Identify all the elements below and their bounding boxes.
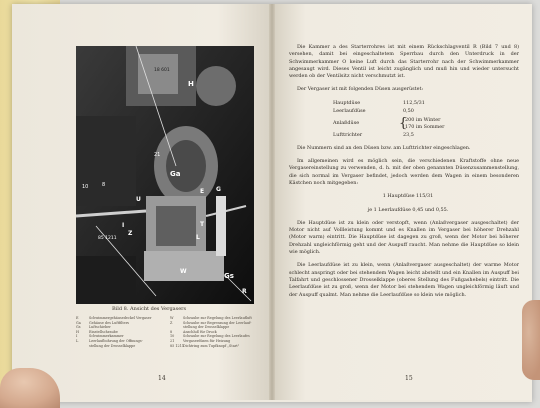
legend-key: Gs — [76, 325, 81, 330]
nozzle-table — [289, 100, 519, 140]
legend-row — [76, 344, 166, 349]
carburetor-photo-illustration — [76, 46, 254, 304]
nozzle-value: 170 im Sommer — [405, 123, 445, 130]
photo-label: W — [180, 268, 187, 275]
legend-key — [76, 344, 87, 349]
photo-label: U — [136, 196, 141, 203]
legend-text: Gehäuse des Luftfilters — [89, 320, 130, 325]
nozzle-row — [289, 100, 519, 108]
extra-nozzle: 1 Hauptdüse 115/31 — [382, 193, 434, 200]
photo-label: G — [216, 186, 221, 193]
paragraph: Die Kammer a des Starterrohres ist mit einem Rückschlagventil R (Bild 7 und 8) versehen, damit bei eingeschaltetem Sperrbau durch den Unterdruck in der Schwimmerkammer O keine Luft durch das Starterrohr nach der Schwimmerkammer angesaugt wird. Dieses Ventil ist leicht zugänglich und muß hin und wieder untersucht werden ob der Ventilsitz nicht verschmutzt ist. — [289, 44, 519, 80]
photo-label: Z — [128, 230, 133, 237]
nozzle-name: Hauptdüse — [333, 100, 361, 107]
legend-key: 85 1211 — [170, 343, 185, 348]
legend-key: W — [170, 316, 174, 320]
carburetor-photo — [76, 46, 254, 304]
paragraph: Die Leerlaufdüse ist zu klein, wenn (Anlaßvergaser ausgeschaltet) der warme Motor schlecht anspringt oder bei stehendem Wagen leicht abstellt und ein Knallen im Auspuff bei Talfahrt und geschlossener Drosselklappe (oberes Stellung des Fußgashebels) eintritt. Die Leerlaufdüse ist zu groß, wenn der Motor bei stehendem Wagen ungleichförmig läuft und der Auspuff qualmt. Man nehme die Leerlaufdüse so klein wie möglich. — [289, 262, 519, 298]
legend-key: 8 — [170, 329, 173, 334]
photo-label: Gs — [224, 272, 234, 280]
photo-label: T — [200, 221, 205, 228]
photo-label: E — [200, 188, 205, 195]
nozzle-value: 23,5 — [403, 132, 414, 139]
nozzle-value: 0,50 — [403, 108, 414, 115]
brace-icon: { — [399, 115, 408, 131]
photo-label: H — [188, 80, 194, 88]
right-page — [275, 4, 532, 400]
nozzle-row — [289, 132, 519, 140]
legend-key: 21 — [170, 338, 175, 343]
page-number-left: 14 — [158, 375, 166, 382]
legend-row — [170, 344, 260, 349]
legend-text: stellung der Drosselklappe — [183, 325, 230, 330]
nozzle-row — [289, 108, 519, 116]
legend-text: Vergaserdüsen für Heizung — [183, 338, 231, 343]
photo-label: L — [196, 234, 200, 241]
legend-key: Ga — [76, 320, 81, 325]
open-book — [12, 4, 532, 402]
paragraph: Die Hauptdüse ist zu klein oder verstopft, wenn (Anlaßvergaser ausgeschaltet) der Motor nicht auf Vollleistung kommt und es Knallen im Vergaser bei höherer Drehzahl (Motor warm) eintritt. Die Hauptdüse ist dagegen zu groß, wenn der Motor bei höherer Drehzahl ungleichförmig geht und der Auspuff raucht. Man nehme die Hauptdüse so klein wie möglich. — [289, 219, 519, 256]
legend-key: L — [76, 338, 79, 343]
legend-text: Luftschieber — [89, 325, 111, 330]
nozzle-values — [405, 117, 444, 131]
paragraph: Der Vergaser ist mit folgenden Düsen ausgerüstet: — [297, 86, 424, 93]
legend-text: Einstellschraube — [89, 329, 118, 334]
legend-text: Schraube zur Begrenzung der Leerlauf- — [183, 320, 252, 325]
legend-text: Dichtring zum Tupfknopf „Start" — [183, 343, 240, 348]
photo-label: 21 — [154, 152, 161, 158]
page-number-right: 15 — [405, 375, 413, 382]
legend-key: 10 — [170, 334, 175, 339]
photo-label: I — [122, 222, 125, 229]
legend-key: E — [76, 316, 79, 320]
paragraph: Die Nummern sind an den Düsen bzw. am Lufttrichter eingeschlagen. — [297, 144, 471, 151]
left-page — [12, 4, 269, 400]
legend-text: Schwimmerkammer — [89, 334, 124, 339]
nozzle-value: 112,5/31 — [403, 100, 425, 107]
legend-column-left — [76, 316, 166, 348]
legend-column-right — [170, 316, 260, 348]
nozzle-name: Lufttrichter — [333, 132, 363, 139]
extra-nozzle: je 1 Leerlaufdüse 0,45 und 0,55. — [367, 206, 449, 213]
photo-label: 8 — [102, 182, 106, 188]
nozzle-name: Leerlaufdüse — [333, 108, 366, 115]
legend-text: stellung der Drosselklappe — [89, 343, 136, 348]
photo-label: R — [242, 288, 247, 295]
legend-key: I — [76, 334, 78, 339]
right-page-text — [289, 44, 519, 305]
figure-legend — [76, 316, 260, 348]
photo-label: Ga — [170, 170, 181, 178]
nozzle-row — [289, 116, 519, 132]
photo-label: 18 601 — [154, 68, 170, 73]
paragraph: Im allgemeinen wird es möglich sein, die verschiedenen Kraftstoffe ohne neue Vergasereinstellung zu verwenden, d. h. mit der oben genannten Düsenzusammenstellung, die sich normal im Vergaser befindet, jedoch werden dem Wagen in einem besonderen Kästchen noch mitgegeben: — [289, 158, 519, 186]
legend-text: Schwimmergehäusedeckel Vergaser — [89, 316, 152, 320]
legend-key: Z — [170, 320, 173, 325]
legend-text: Leerlaufbohrung der Öffnungs- — [89, 338, 143, 343]
finger — [522, 300, 540, 380]
figure-caption: Bild 8. Ansicht des Vergasers — [112, 306, 187, 312]
legend-text: Schraube zur Regelung des Leerlaufluft — [183, 316, 252, 320]
photo-label: 10 — [82, 184, 89, 190]
nozzle-name: Anlaßdüse — [333, 120, 360, 127]
photo-label: 85 1211 — [98, 236, 117, 241]
legend-text: Schraube zur Regelung des Leerlaufes — [183, 334, 250, 339]
legend-text: Anschluß für Druck — [183, 329, 217, 334]
nozzle-value: 200 im Winter — [405, 116, 441, 123]
legend-key: H — [76, 329, 79, 334]
